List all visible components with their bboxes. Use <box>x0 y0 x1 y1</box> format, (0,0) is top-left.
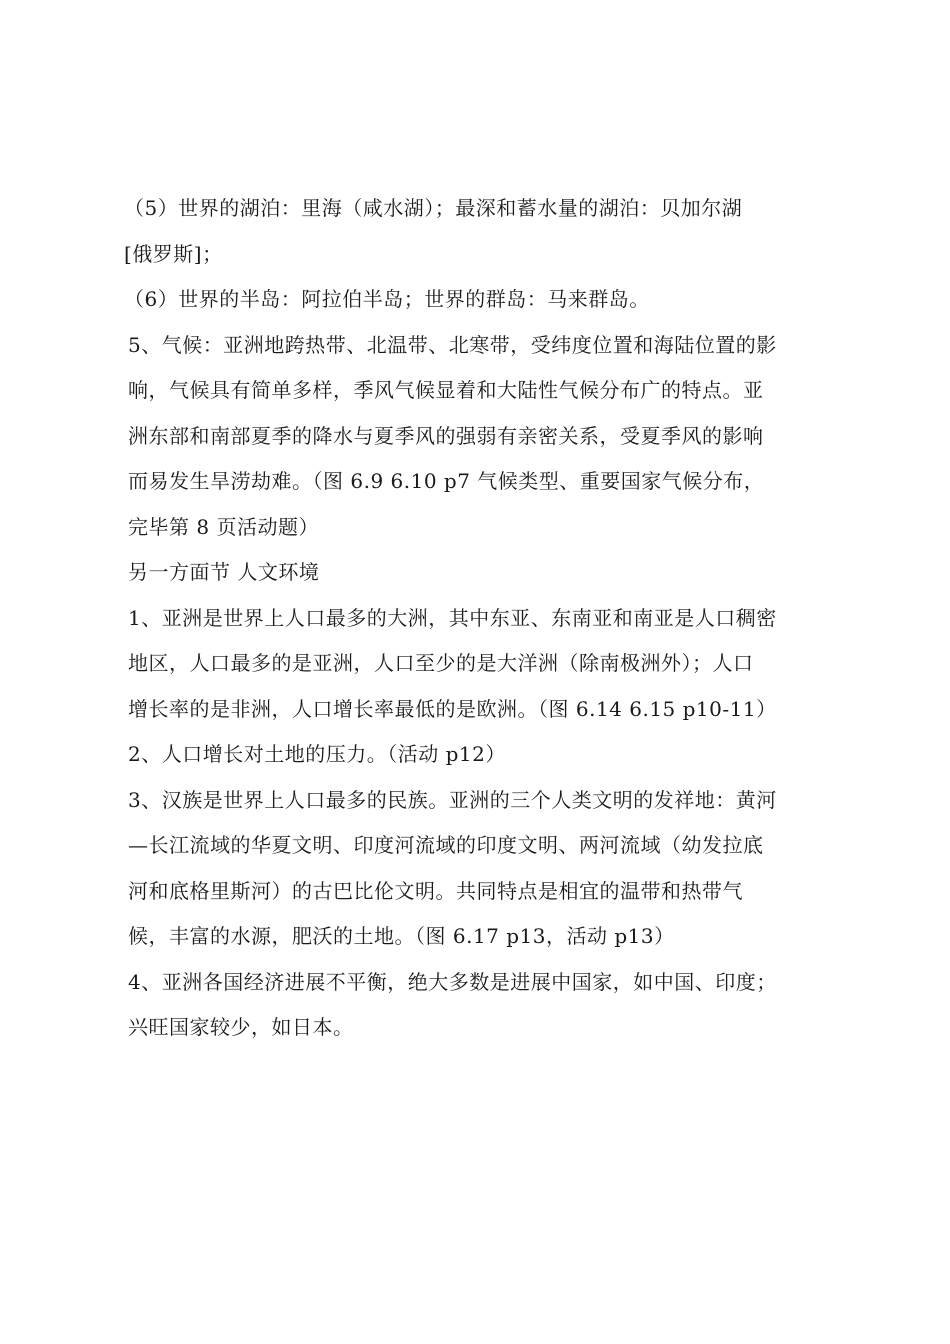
text-line: 兴旺国家较少，如日本。 <box>128 1015 354 1039</box>
document-body <box>124 186 833 1051</box>
text-line: （5）世界的湖泊：里海（咸水湖）；最深和蓄水量的湖泊：贝加尔湖 <box>124 196 743 220</box>
section-heading <box>128 550 833 596</box>
text-line: 地区，人口最多的是亚洲，人口至少的是大洋洲（除南极洲外）；人口 <box>128 651 754 675</box>
paragraph-peninsula <box>124 277 833 323</box>
text-line: 1、亚洲是世界上人口最多的大洲，其中东亚、东南亚和南亚是人口稠密 <box>128 605 777 630</box>
text-line: 洲东部和南部夏季的降水与夏季风的强弱有亲密关系，受夏季风的影响 <box>128 423 764 448</box>
paragraph-population <box>128 596 833 733</box>
text-line: 3、汉族是世界上人口最多的民族。亚洲的三个人类文明的发祥地：黄河 <box>128 787 777 812</box>
paragraph-civilizations <box>128 778 833 960</box>
section-title: 另一方面节 人文环境 <box>128 560 320 584</box>
text-line: [俄罗斯]； <box>124 241 223 266</box>
text-line: —长江流域的华夏文明、印度河流域的印度文明、两河流域（幼发拉底 <box>128 833 764 857</box>
text-line: 增长率的是非洲，人口增长率最低的是欧洲。（图 6.14 6.15 p10-11） <box>128 696 777 721</box>
paragraph-economy <box>128 960 833 1051</box>
text-line: 4、亚洲各国经济进展不平衡，绝大多数是进展中国家，如中国、印度； <box>128 969 777 994</box>
text-line: 完毕第 8 页活动题） <box>128 514 319 539</box>
text-line: 2、人口增长对土地的压力。（活动 p12） <box>128 742 506 766</box>
paragraph-lakes <box>124 186 833 277</box>
paragraph-climate <box>128 323 833 551</box>
text-line: 而易发生旱涝劫难。（图 6.9 6.10 p7 气候类型、重要国家气候分布， <box>128 469 765 493</box>
text-line: 5、气候：亚洲地跨热带、北温带、北寒带，受纬度位置和海陆位置的影 <box>128 332 777 357</box>
text-line: 响，气候具有简单多样，季风气候显着和大陆性气候分布广的特点。亚 <box>128 378 764 402</box>
text-line: 候，丰富的水源，肥沃的土地。（图 6.17 p13，活动 p13） <box>128 924 675 948</box>
paragraph-land-pressure <box>128 732 833 778</box>
text-line: 河和底格里斯河）的古巴比伦文明。共同特点是相宜的温带和热带气 <box>128 878 743 903</box>
text-line: （6）世界的半岛：阿拉伯半岛；世界的群岛：马来群岛。 <box>124 287 650 311</box>
